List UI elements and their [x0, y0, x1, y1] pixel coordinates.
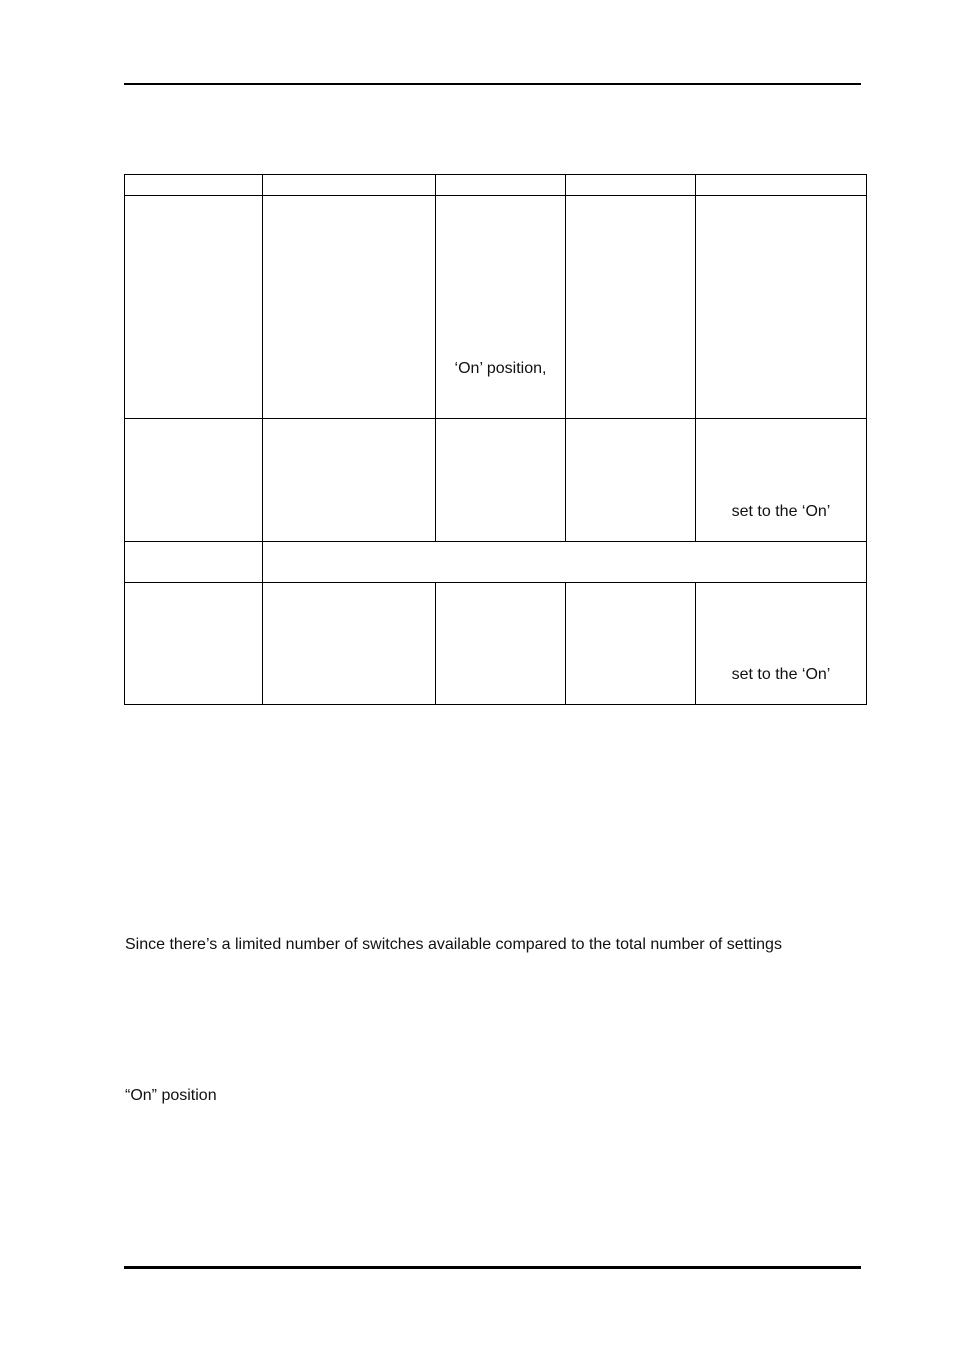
header-rule	[124, 83, 861, 85]
table-merged-cell	[263, 542, 867, 583]
table-cell: set to the ‘On’	[696, 419, 867, 542]
table-header-row	[125, 175, 867, 196]
footer-rule	[124, 1266, 861, 1269]
table-cell	[566, 196, 696, 419]
table-cell	[696, 196, 867, 419]
table-cell	[566, 583, 696, 705]
table-cell	[125, 419, 263, 542]
table-row	[125, 419, 867, 542]
table-row	[125, 542, 867, 583]
table-header-cell	[696, 175, 867, 196]
body-paragraph: Since there’s a limited number of switches available compared to the total number of settings	[125, 936, 782, 953]
table-header-cell	[566, 175, 696, 196]
body-paragraph: “On” position	[125, 1087, 217, 1104]
table-cell	[436, 583, 566, 705]
settings-table	[124, 174, 867, 705]
table-header-cell	[436, 175, 566, 196]
table-cell	[263, 196, 436, 419]
table-cell	[263, 419, 436, 542]
table-cell	[263, 583, 436, 705]
table-cell	[436, 419, 566, 542]
table-header-cell	[125, 175, 263, 196]
table-cell	[125, 542, 263, 583]
table-row	[125, 583, 867, 705]
table-cell: set to the ‘On’	[696, 583, 867, 705]
table-cell	[125, 196, 263, 419]
table-header-cell	[263, 175, 436, 196]
table-row	[125, 196, 867, 419]
table-cell	[566, 419, 696, 542]
table-cell: ‘On’ position,	[436, 196, 566, 419]
table-cell	[125, 583, 263, 705]
